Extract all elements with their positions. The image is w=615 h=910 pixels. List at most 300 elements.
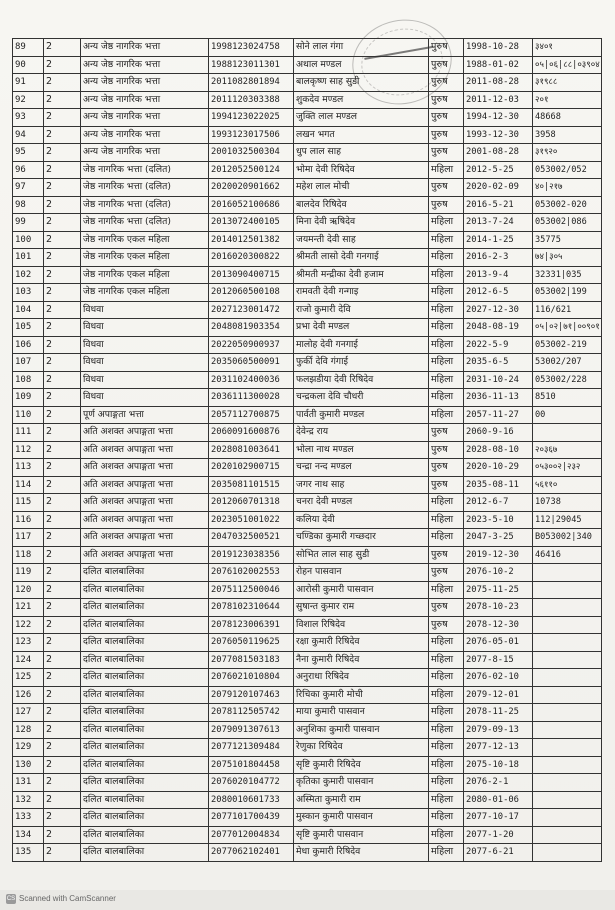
allowance-category-cell: जेष्ठ नागरिक भत्ता (दलित): [81, 196, 209, 214]
allowance-category-cell: जेष्ठ नागरिक एकल महिला: [81, 284, 209, 302]
table-row: [13, 669, 602, 687]
table-body: [13, 39, 602, 862]
birth-date-cell: 2028-08-10: [464, 441, 533, 459]
beneficiary-id-cell: 2047032500521: [209, 529, 294, 547]
gender-cell: पुरुष: [429, 564, 464, 582]
gender-cell: पुरुष: [429, 91, 464, 109]
beneficiary-id-cell: 2020102900715: [209, 459, 294, 477]
serial-number-cell: 125: [13, 669, 44, 687]
beneficiary-id-cell: 2027123001472: [209, 301, 294, 319]
serial-number-cell: 117: [13, 529, 44, 547]
beneficiary-name-cell: प्रभा देवी मण्डल: [294, 319, 429, 337]
ward-number-cell: 2: [44, 529, 81, 547]
beneficiary-id-cell: 2078123006391: [209, 616, 294, 634]
gender-cell: महिला: [429, 406, 464, 424]
serial-number-cell: 116: [13, 511, 44, 529]
ward-number-cell: 2: [44, 634, 81, 652]
ward-number-cell: 2: [44, 39, 81, 57]
ward-number-cell: 2: [44, 651, 81, 669]
gender-cell: महिला: [429, 336, 464, 354]
allowance-category-cell: विधवा: [81, 301, 209, 319]
allowance-category-cell: दलित बालबालिका: [81, 721, 209, 739]
gender-cell: महिला: [429, 529, 464, 547]
ward-number-cell: 2: [44, 441, 81, 459]
serial-number-cell: 89: [13, 39, 44, 57]
serial-number-cell: 106: [13, 336, 44, 354]
beneficiary-name-cell: आरोसी कुमारी पासवान: [294, 581, 429, 599]
table-row: [13, 459, 602, 477]
beneficiary-id-cell: 2012052500124: [209, 161, 294, 179]
ward-number-cell: 2: [44, 599, 81, 617]
beneficiary-id-cell: 2035081101515: [209, 476, 294, 494]
allowance-category-cell: दलित बालबालिका: [81, 616, 209, 634]
ward-number-cell: 2: [44, 564, 81, 582]
beneficiary-name-cell: रामवती देवी गन्गाइ: [294, 284, 429, 302]
allowance-category-cell: दलित बालबालिका: [81, 634, 209, 652]
gender-cell: महिला: [429, 651, 464, 669]
card-number-cell: ५६११०: [533, 476, 602, 494]
birth-date-cell: 2080-01-06: [464, 791, 533, 809]
card-number-cell: [533, 634, 602, 652]
serial-number-cell: 134: [13, 826, 44, 844]
beneficiary-name-cell: रिचिका कुमारी मोची: [294, 686, 429, 704]
birth-date-cell: 2027-12-30: [464, 301, 533, 319]
serial-number-cell: 95: [13, 144, 44, 162]
allowance-category-cell: अन्य जेष्ठ नागरिक भत्ता: [81, 39, 209, 57]
serial-number-cell: 120: [13, 581, 44, 599]
table-row: [13, 441, 602, 459]
beneficiary-name-cell: रोहन पासवान: [294, 564, 429, 582]
table-row: [13, 336, 602, 354]
beneficiary-id-cell: 2079091307613: [209, 721, 294, 739]
allowance-category-cell: विधवा: [81, 389, 209, 407]
ward-number-cell: 2: [44, 196, 81, 214]
ward-number-cell: 2: [44, 581, 81, 599]
birth-date-cell: 2077-1-20: [464, 826, 533, 844]
card-number-cell: ०५|०२|७१|००९०१: [533, 319, 602, 337]
beneficiary-name-cell: मुस्कान कुमारी पासवान: [294, 809, 429, 827]
birth-date-cell: 2013-9-4: [464, 266, 533, 284]
beneficiary-name-cell: अनुराधा रिषिदेव: [294, 669, 429, 687]
allowance-category-cell: दलित बालबालिका: [81, 599, 209, 617]
allowance-category-cell: दलित बालबालिका: [81, 756, 209, 774]
table-row: [13, 791, 602, 809]
card-number-cell: 48668: [533, 109, 602, 127]
ward-number-cell: 2: [44, 161, 81, 179]
beneficiary-id-cell: 2077012004834: [209, 826, 294, 844]
table-row: [13, 739, 602, 757]
card-number-cell: 053002-219: [533, 336, 602, 354]
card-number-cell: [533, 739, 602, 757]
card-number-cell: [533, 581, 602, 599]
birth-date-cell: 2036-11-13: [464, 389, 533, 407]
serial-number-cell: 133: [13, 809, 44, 827]
birth-date-cell: 2011-12-03: [464, 91, 533, 109]
allowance-category-cell: दलित बालबालिका: [81, 704, 209, 722]
ward-number-cell: 2: [44, 406, 81, 424]
card-number-cell: 00: [533, 406, 602, 424]
beneficiary-id-cell: 2014012501382: [209, 231, 294, 249]
gender-cell: महिला: [429, 634, 464, 652]
beneficiary-id-cell: 1993123017506: [209, 126, 294, 144]
ward-number-cell: 2: [44, 669, 81, 687]
serial-number-cell: 122: [13, 616, 44, 634]
serial-number-cell: 119: [13, 564, 44, 582]
serial-number-cell: 98: [13, 196, 44, 214]
beneficiary-id-cell: 2077081503183: [209, 651, 294, 669]
beneficiary-id-cell: 1998123024758: [209, 39, 294, 57]
beneficiary-name-cell: नैना कुमारी रिषिदेव: [294, 651, 429, 669]
table-row: [13, 844, 602, 862]
birth-date-cell: 2035-6-5: [464, 354, 533, 372]
allowance-category-cell: दलित बालबालिका: [81, 651, 209, 669]
birth-date-cell: 2076-2-1: [464, 774, 533, 792]
allowance-category-cell: अन्य जेष्ठ नागरिक भत्ता: [81, 56, 209, 74]
gender-cell: पुरुष: [429, 74, 464, 92]
table-row: [13, 179, 602, 197]
allowance-category-cell: अति अशक्त अपाङ्गता भत्ता: [81, 511, 209, 529]
beneficiary-id-cell: 2060091600876: [209, 424, 294, 442]
beneficiary-name-cell: लखन भगत: [294, 126, 429, 144]
ward-number-cell: 2: [44, 231, 81, 249]
beneficiary-id-cell: 2077062102401: [209, 844, 294, 862]
ward-number-cell: 2: [44, 721, 81, 739]
gender-cell: महिला: [429, 844, 464, 862]
beneficiary-name-cell: भोमा देवी रिषिदेव: [294, 161, 429, 179]
allowance-category-cell: अति अशक्त अपाङ्गता भत्ता: [81, 529, 209, 547]
serial-number-cell: 114: [13, 476, 44, 494]
birth-date-cell: 2077-10-17: [464, 809, 533, 827]
table-row: [13, 161, 602, 179]
allowance-category-cell: अन्य जेष्ठ नागरिक भत्ता: [81, 91, 209, 109]
serial-number-cell: 129: [13, 739, 44, 757]
ward-number-cell: 2: [44, 56, 81, 74]
birth-date-cell: 2001-08-28: [464, 144, 533, 162]
table-row: [13, 809, 602, 827]
allowance-category-cell: जेष्ठ नागरिक एकल महिला: [81, 249, 209, 267]
serial-number-cell: 93: [13, 109, 44, 127]
table-row: [13, 651, 602, 669]
table-row: [13, 704, 602, 722]
birth-date-cell: 2011-08-28: [464, 74, 533, 92]
gender-cell: महिला: [429, 511, 464, 529]
beneficiary-id-cell: 2078102310644: [209, 599, 294, 617]
card-number-cell: 053002/228: [533, 371, 602, 389]
birth-date-cell: 2013-7-24: [464, 214, 533, 232]
beneficiary-id-cell: 2057112700875: [209, 406, 294, 424]
beneficiary-id-cell: 2001032500304: [209, 144, 294, 162]
ward-number-cell: 2: [44, 826, 81, 844]
beneficiary-id-cell: 2076050119625: [209, 634, 294, 652]
table-row: [13, 109, 602, 127]
table-row: [13, 266, 602, 284]
serial-number-cell: 121: [13, 599, 44, 617]
ward-number-cell: 2: [44, 686, 81, 704]
serial-number-cell: 103: [13, 284, 44, 302]
beneficiary-name-cell: अस्मिता कुमारी राम: [294, 791, 429, 809]
allowance-category-cell: विधवा: [81, 319, 209, 337]
beneficiary-id-cell: 2031102400036: [209, 371, 294, 389]
card-number-cell: 053002-020: [533, 196, 602, 214]
gender-cell: पुरुष: [429, 144, 464, 162]
gender-cell: महिला: [429, 231, 464, 249]
serial-number-cell: 113: [13, 459, 44, 477]
beneficiary-id-cell: 2023051001022: [209, 511, 294, 529]
table-row: [13, 686, 602, 704]
allowance-category-cell: अति अशक्त अपाङ्गता भत्ता: [81, 441, 209, 459]
card-number-cell: [533, 616, 602, 634]
birth-date-cell: 2016-5-21: [464, 196, 533, 214]
table-row: [13, 616, 602, 634]
serial-number-cell: 126: [13, 686, 44, 704]
beneficiary-name-cell: विशाल रिषिदेव: [294, 616, 429, 634]
beneficiary-name-cell: सोने लाल गंगा: [294, 39, 429, 57]
serial-number-cell: 107: [13, 354, 44, 372]
table-row: [13, 91, 602, 109]
table-row: [13, 39, 602, 57]
table-row: [13, 756, 602, 774]
card-number-cell: [533, 844, 602, 862]
beneficiary-id-cell: 2077121309484: [209, 739, 294, 757]
table-row: [13, 389, 602, 407]
allowance-category-cell: दलित बालबालिका: [81, 686, 209, 704]
allowance-category-cell: दलित बालबालिका: [81, 581, 209, 599]
card-number-cell: [533, 424, 602, 442]
card-number-cell: [533, 721, 602, 739]
beneficiary-id-cell: 2011082801894: [209, 74, 294, 92]
card-number-cell: [533, 599, 602, 617]
gender-cell: महिला: [429, 494, 464, 512]
table-row: [13, 319, 602, 337]
beneficiary-name-cell: भोला नाथ मण्डल: [294, 441, 429, 459]
card-number-cell: [533, 669, 602, 687]
card-number-cell: 053002|199: [533, 284, 602, 302]
card-number-cell: ७४|३०५: [533, 249, 602, 267]
beneficiary-id-cell: 2011120303388: [209, 91, 294, 109]
beneficiary-name-cell: धुप लाल साह: [294, 144, 429, 162]
table-row: [13, 529, 602, 547]
birth-date-cell: 2012-6-5: [464, 284, 533, 302]
table-row: [13, 494, 602, 512]
card-number-cell: [533, 564, 602, 582]
card-number-cell: ३४०१: [533, 39, 602, 57]
serial-number-cell: 128: [13, 721, 44, 739]
ward-number-cell: 2: [44, 144, 81, 162]
birth-date-cell: 2077-8-15: [464, 651, 533, 669]
beneficiary-name-cell: श्रीमती लासो देवी गनगाई: [294, 249, 429, 267]
table-row: [13, 231, 602, 249]
serial-number-cell: 108: [13, 371, 44, 389]
table-row: [13, 284, 602, 302]
birth-date-cell: 2078-10-23: [464, 599, 533, 617]
beneficiary-id-cell: 2035060500091: [209, 354, 294, 372]
gender-cell: महिला: [429, 669, 464, 687]
beneficiary-name-cell: सृष्टि कुमारी रिषिदेव: [294, 756, 429, 774]
serial-number-cell: 104: [13, 301, 44, 319]
allowance-category-cell: अन्य जेष्ठ नागरिक भत्ता: [81, 126, 209, 144]
allowance-category-cell: जेष्ठ नागरिक एकल महिला: [81, 266, 209, 284]
ward-number-cell: 2: [44, 74, 81, 92]
beneficiary-id-cell: 2075101804458: [209, 756, 294, 774]
birth-date-cell: 2079-09-13: [464, 721, 533, 739]
card-number-cell: [533, 651, 602, 669]
card-number-cell: २०३६७: [533, 441, 602, 459]
birth-date-cell: 2014-1-25: [464, 231, 533, 249]
ward-number-cell: 2: [44, 284, 81, 302]
serial-number-cell: 115: [13, 494, 44, 512]
beneficiary-name-cell: श्रीमती मन्द्रीका देवी हजाम: [294, 266, 429, 284]
gender-cell: पुरुष: [429, 179, 464, 197]
beneficiary-id-cell: 2016020300822: [209, 249, 294, 267]
ward-number-cell: 2: [44, 494, 81, 512]
serial-number-cell: 109: [13, 389, 44, 407]
allowance-category-cell: दलित बालबालिका: [81, 564, 209, 582]
gender-cell: महिला: [429, 686, 464, 704]
birth-date-cell: 1994-12-30: [464, 109, 533, 127]
card-number-cell: 10738: [533, 494, 602, 512]
allowance-category-cell: अन्य जेष्ठ नागरिक भत्ता: [81, 74, 209, 92]
beneficiary-name-cell: देवेन्द्र राय: [294, 424, 429, 442]
ward-number-cell: 2: [44, 511, 81, 529]
table-row: [13, 126, 602, 144]
card-number-cell: [533, 826, 602, 844]
birth-date-cell: 2048-08-19: [464, 319, 533, 337]
gender-cell: पुरुष: [429, 39, 464, 57]
allowance-category-cell: विधवा: [81, 354, 209, 372]
card-number-cell: 53002/207: [533, 354, 602, 372]
table-row: [13, 826, 602, 844]
table-row: [13, 249, 602, 267]
gender-cell: पुरुष: [429, 616, 464, 634]
ward-number-cell: 2: [44, 109, 81, 127]
ward-number-cell: 2: [44, 91, 81, 109]
gender-cell: पुरुष: [429, 441, 464, 459]
beneficiary-name-cell: रेणुका रिषिदेव: [294, 739, 429, 757]
beneficiary-id-cell: 2020020901662: [209, 179, 294, 197]
birth-date-cell: 2047-3-25: [464, 529, 533, 547]
card-number-cell: [533, 686, 602, 704]
birth-date-cell: 1988-01-02: [464, 56, 533, 74]
allowance-category-cell: विधवा: [81, 371, 209, 389]
allowance-category-cell: जेष्ठ नागरिक एकल महिला: [81, 231, 209, 249]
beneficiary-name-cell: चनरा देवी मण्डल: [294, 494, 429, 512]
ward-number-cell: 2: [44, 126, 81, 144]
beneficiary-name-cell: चण्डिका कुमारी गच्छदार: [294, 529, 429, 547]
serial-number-cell: 100: [13, 231, 44, 249]
ward-number-cell: 2: [44, 371, 81, 389]
gender-cell: पुरुष: [429, 126, 464, 144]
beneficiary-name-cell: जयमन्ती देवी साह: [294, 231, 429, 249]
gender-cell: पुरुष: [429, 599, 464, 617]
ward-number-cell: 2: [44, 301, 81, 319]
gender-cell: महिला: [429, 581, 464, 599]
allowance-category-cell: अति अशक्त अपाङ्गता भत्ता: [81, 494, 209, 512]
beneficiary-table: [12, 38, 602, 862]
beneficiary-id-cell: 2048081903354: [209, 319, 294, 337]
card-number-cell: 053002|086: [533, 214, 602, 232]
gender-cell: महिला: [429, 721, 464, 739]
gender-cell: महिला: [429, 214, 464, 232]
serial-number-cell: 96: [13, 161, 44, 179]
allowance-category-cell: जेष्ठ नागरिक भत्ता (दलित): [81, 161, 209, 179]
card-number-cell: [533, 756, 602, 774]
ward-number-cell: 2: [44, 336, 81, 354]
beneficiary-name-cell: राजो कुमारी देवि: [294, 301, 429, 319]
birth-date-cell: 2057-11-27: [464, 406, 533, 424]
beneficiary-name-cell: बालकृष्ण साह सुडी: [294, 74, 429, 92]
allowance-category-cell: दलित बालबालिका: [81, 739, 209, 757]
beneficiary-name-cell: मेधा कुमारी रिषिदेव: [294, 844, 429, 862]
birth-date-cell: 2031-10-24: [464, 371, 533, 389]
ward-number-cell: 2: [44, 756, 81, 774]
gender-cell: महिला: [429, 284, 464, 302]
birth-date-cell: 2076-02-10: [464, 669, 533, 687]
birth-date-cell: 2079-12-01: [464, 686, 533, 704]
ward-number-cell: 2: [44, 179, 81, 197]
serial-number-cell: 94: [13, 126, 44, 144]
ward-number-cell: 2: [44, 354, 81, 372]
card-number-cell: 116/621: [533, 301, 602, 319]
table-row: [13, 56, 602, 74]
ward-number-cell: 2: [44, 476, 81, 494]
ward-number-cell: 2: [44, 459, 81, 477]
serial-number-cell: 110: [13, 406, 44, 424]
table-row: [13, 581, 602, 599]
beneficiary-name-cell: मिना देवी ऋषिदेव: [294, 214, 429, 232]
table-row: [13, 406, 602, 424]
gender-cell: महिला: [429, 319, 464, 337]
serial-number-cell: 123: [13, 634, 44, 652]
gender-cell: महिला: [429, 826, 464, 844]
table-row: [13, 196, 602, 214]
allowance-category-cell: अति अशक्त अपाङ्गता भत्ता: [81, 546, 209, 564]
beneficiary-name-cell: अनुशिका कुमारी पासवान: [294, 721, 429, 739]
beneficiary-id-cell: 2013072400105: [209, 214, 294, 232]
beneficiary-id-cell: 2076102002553: [209, 564, 294, 582]
ward-number-cell: 2: [44, 546, 81, 564]
serial-number-cell: 90: [13, 56, 44, 74]
beneficiary-name-cell: बालदेव रिषिदेव: [294, 196, 429, 214]
serial-number-cell: 105: [13, 319, 44, 337]
gender-cell: महिला: [429, 791, 464, 809]
card-number-cell: [533, 704, 602, 722]
birth-date-cell: 2016-2-3: [464, 249, 533, 267]
gender-cell: महिला: [429, 161, 464, 179]
gender-cell: पुरुष: [429, 476, 464, 494]
ward-number-cell: 2: [44, 319, 81, 337]
beneficiary-id-cell: 2012060701318: [209, 494, 294, 512]
beneficiary-name-cell: शुकदेव मण्डल: [294, 91, 429, 109]
birth-date-cell: 2078-12-30: [464, 616, 533, 634]
table-row: [13, 371, 602, 389]
beneficiary-name-cell: चन्द्रकला देवि चौधरी: [294, 389, 429, 407]
gender-cell: पुरुष: [429, 424, 464, 442]
birth-date-cell: 2076-10-2: [464, 564, 533, 582]
allowance-category-cell: जेष्ठ नागरिक भत्ता (दलित): [81, 179, 209, 197]
card-number-cell: 32331|035: [533, 266, 602, 284]
birth-date-cell: 2077-12-13: [464, 739, 533, 757]
gender-cell: महिला: [429, 809, 464, 827]
ward-number-cell: 2: [44, 249, 81, 267]
serial-number-cell: 124: [13, 651, 44, 669]
beneficiary-id-cell: 2076021010804: [209, 669, 294, 687]
beneficiary-name-cell: कृतिका कुमारी पासवान: [294, 774, 429, 792]
table-row: [13, 354, 602, 372]
card-number-cell: ०५३००२|२३२: [533, 459, 602, 477]
serial-number-cell: 101: [13, 249, 44, 267]
ward-number-cell: 2: [44, 389, 81, 407]
birth-date-cell: 2022-5-9: [464, 336, 533, 354]
